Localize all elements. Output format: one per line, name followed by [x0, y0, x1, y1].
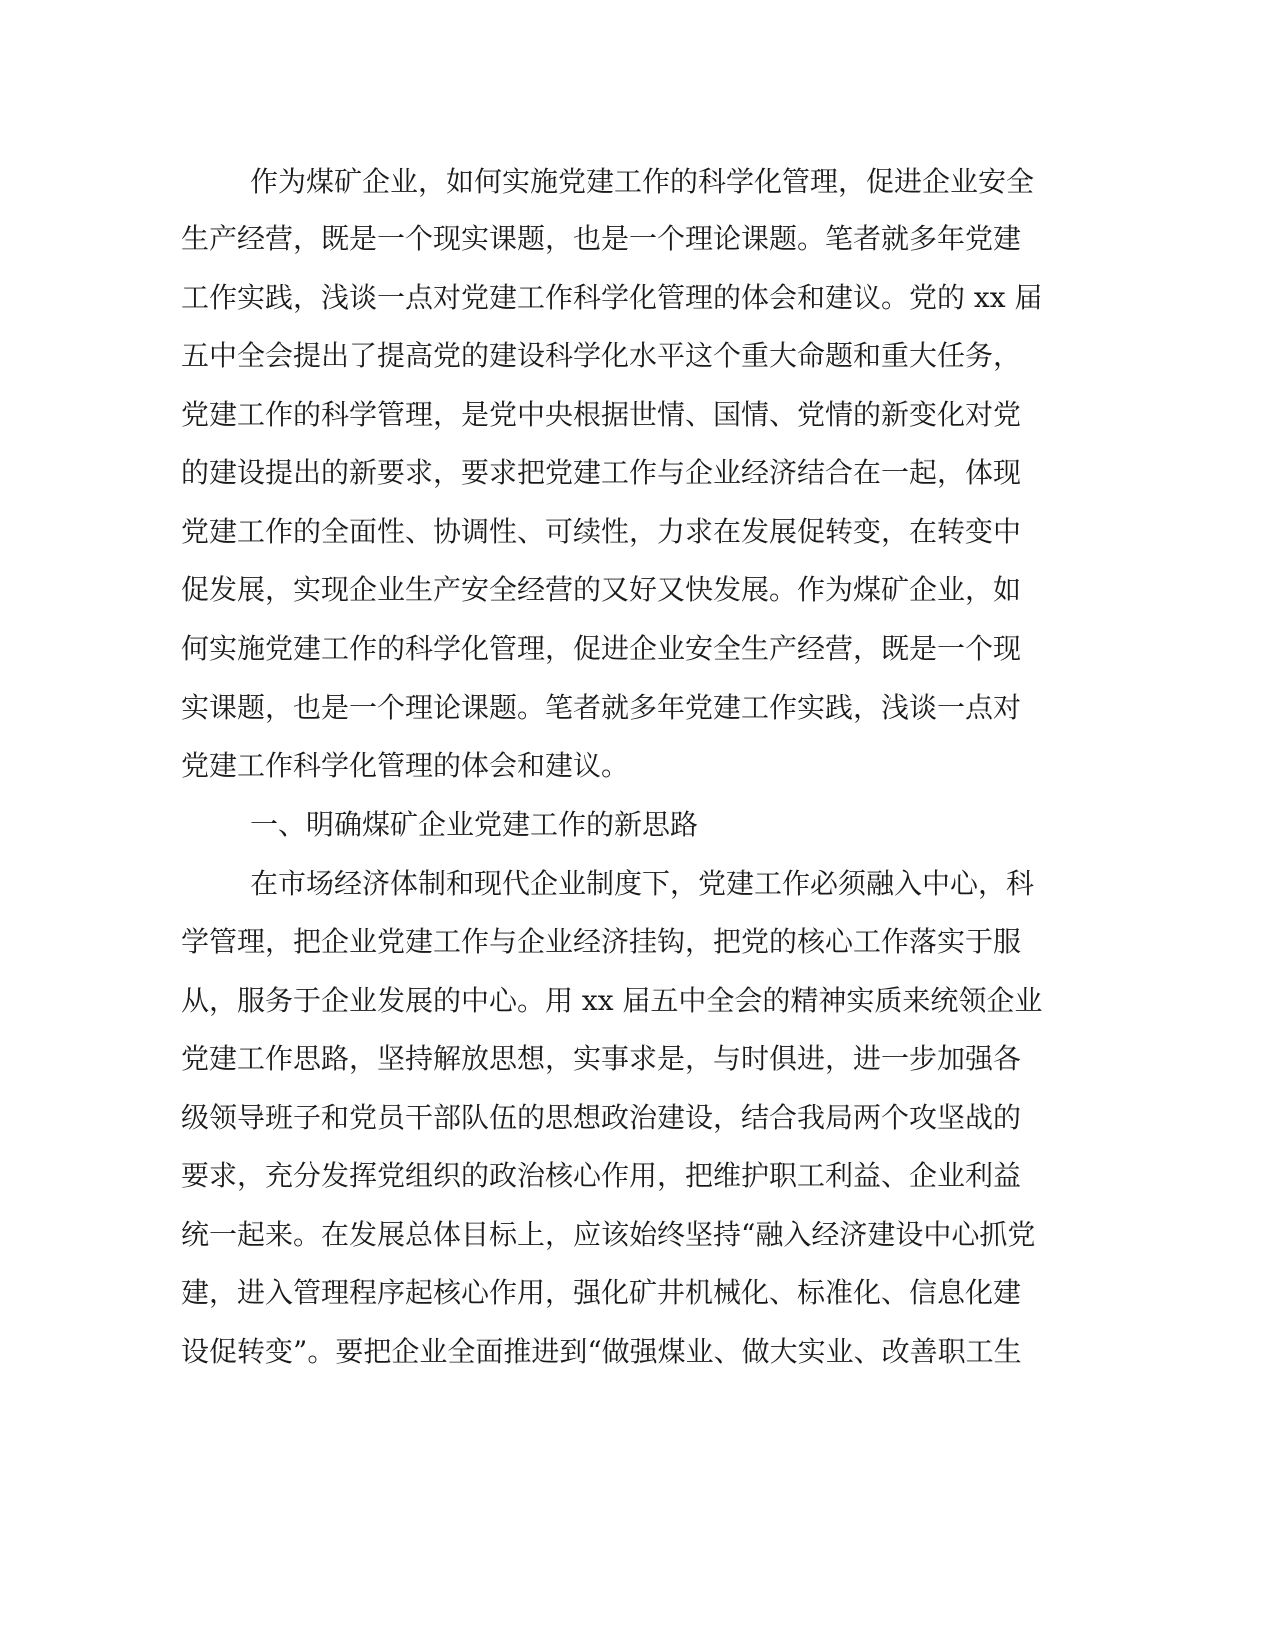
paragraph-1-line-6: 的建设提出的新要求，要求把党建工作与企业经济结合在一起，体现: [181, 456, 1022, 489]
paragraph-1-line-5: 党建工作的科学管理，是党中央根据世情、国情、党情的新变化对党: [181, 398, 1022, 431]
paragraph-1-line-9: 何实施党建工作的科学化管理，促进企业安全生产经营，既是一个现: [181, 632, 1022, 665]
paragraph-1-line-7: 党建工作的全面性、协调性、可续性，力求在发展促转变，在转变中: [181, 515, 1022, 548]
paragraph-1-line-10: 实课题，也是一个理论课题。笔者就多年党建工作实践，浅谈一点对: [181, 691, 1022, 724]
paragraph-1-line-4: 五中全会提出了提高党的建设科学化水平这个重大命题和重大任务，: [181, 339, 1022, 372]
paragraph-2-line-3: 从，服务于企业发展的中心。用 xx 届五中全会的精神实质来统领企业: [181, 984, 1043, 1017]
paragraph-2-line-7: 统一起来。在发展总体目标上，应该始终坚持“融入经济建设中心抓党: [181, 1218, 1036, 1251]
paragraph-1-line-2: 生产经营，既是一个现实课题，也是一个理论课题。笔者就多年党建: [181, 222, 1022, 255]
paragraph-2-line-4: 党建工作思路，坚持解放思想，实事求是，与时俱进，进一步加强各: [181, 1042, 1022, 1075]
paragraph-2-line-6: 要求，充分发挥党组织的政治核心作用，把维护职工利益、企业利益: [181, 1159, 1022, 1192]
paragraph-1-line-1: 作为煤矿企业，如何实施党建工作的科学化管理，促进企业安全: [250, 165, 1035, 198]
paragraph-2-line-1: 在市场经济体制和现代企业制度下，党建工作必须融入中心，科: [250, 867, 1035, 900]
paragraph-1-line-11: 党建工作科学化管理的体会和建议。: [181, 749, 630, 782]
paragraph-1-line-8: 促发展，实现企业生产安全经营的又好又快发展。作为煤矿企业，如: [181, 573, 1022, 606]
paragraph-2-line-5: 级领导班子和党员干部队伍的思想政治建设，结合我局两个攻坚战的: [181, 1101, 1022, 1134]
paragraph-1-line-3: 工作实践，浅谈一点对党建工作科学化管理的体会和建议。党的 xx 届: [181, 281, 1043, 314]
paragraph-2-line-8: 建，进入管理程序起核心作用，强化矿井机械化、标准化、信息化建: [181, 1276, 1022, 1309]
section-heading: 一、明确煤矿企业党建工作的新思路: [250, 808, 699, 841]
paragraph-2-line-2: 学管理，把企业党建工作与企业经济挂钩，把党的核心工作落实于服: [181, 925, 1022, 958]
paragraph-2-line-9: 设促转变”。要把企业全面推进到“做强煤业、做大实业、改善职工生: [181, 1335, 1022, 1368]
